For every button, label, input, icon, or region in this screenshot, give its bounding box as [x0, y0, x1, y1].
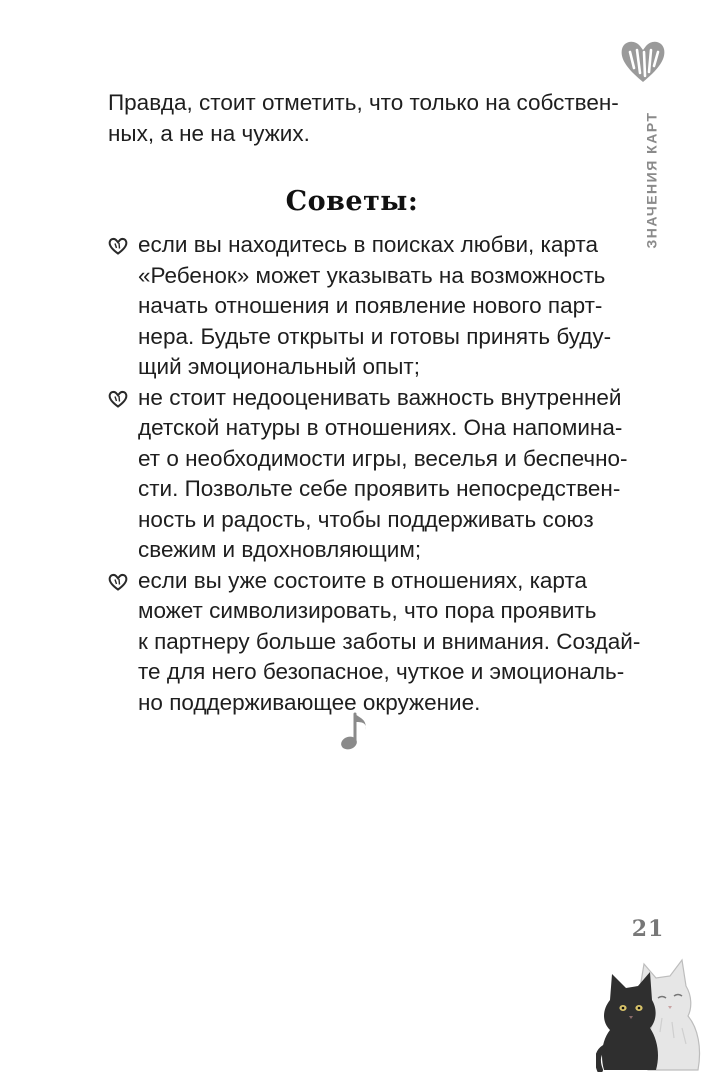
music-note-icon: [338, 710, 372, 752]
section-heading-text: Советы:: [285, 186, 419, 217]
page-number: 21: [631, 916, 665, 942]
text-line: щий эмоциональный опыт;: [138, 354, 420, 379]
intro-paragraph: [108, 88, 619, 149]
heart-outline-icon: [108, 573, 128, 591]
text-line: ет о необходимости игры, веселья и беспечно-: [138, 445, 628, 471]
running-header-text: ЗНАЧЕНИЯ КАРТ: [644, 111, 660, 249]
text-line: начать отношения и появление нового парт-: [138, 293, 603, 318]
list-item: [108, 230, 612, 383]
text-line: но поддерживающее окружение.: [138, 689, 481, 715]
heart-outline-icon: [108, 390, 128, 408]
section-heading: [0, 186, 720, 217]
list-item: [108, 383, 628, 566]
running-header: [640, 100, 664, 260]
text-line: ность и радость, чтобы поддерживать союз: [138, 506, 594, 532]
text-line: к партнеру больше заботы и внимания. Создай-: [138, 628, 641, 654]
text-line: детской натуры в отношениях. Она напомина-: [138, 415, 623, 440]
tips-list: [108, 230, 641, 718]
text-line: ных, а не на чужих.: [108, 120, 310, 146]
heart-outline-icon: [108, 237, 128, 255]
text-line: сти. Позвольте себе проявить непосредствен-: [138, 476, 621, 501]
text-line: если вы находитесь в поисках любви, карта: [138, 232, 598, 257]
striped-heart-icon: [618, 38, 668, 84]
two-cats-illustration: [596, 948, 704, 1072]
text-line: может символизировать, что пора проявить: [138, 598, 597, 623]
text-line: те для него безопасное, чуткое и эмоциональ-: [138, 659, 625, 684]
text-line: нера. Будьте открыты и готовы принять буду-: [138, 323, 612, 349]
text-line: «Ребенок» может указывать на возможность: [138, 262, 606, 288]
text-line: свежим и вдохновляющим;: [138, 537, 422, 562]
list-item: [108, 566, 641, 719]
text-line: Правда, стоит отметить, что только на собствен-: [108, 90, 619, 115]
text-line: если вы уже состоите в отношениях, карта: [138, 567, 588, 593]
text-line: не стоит недооценивать важность внутренней: [138, 384, 622, 410]
